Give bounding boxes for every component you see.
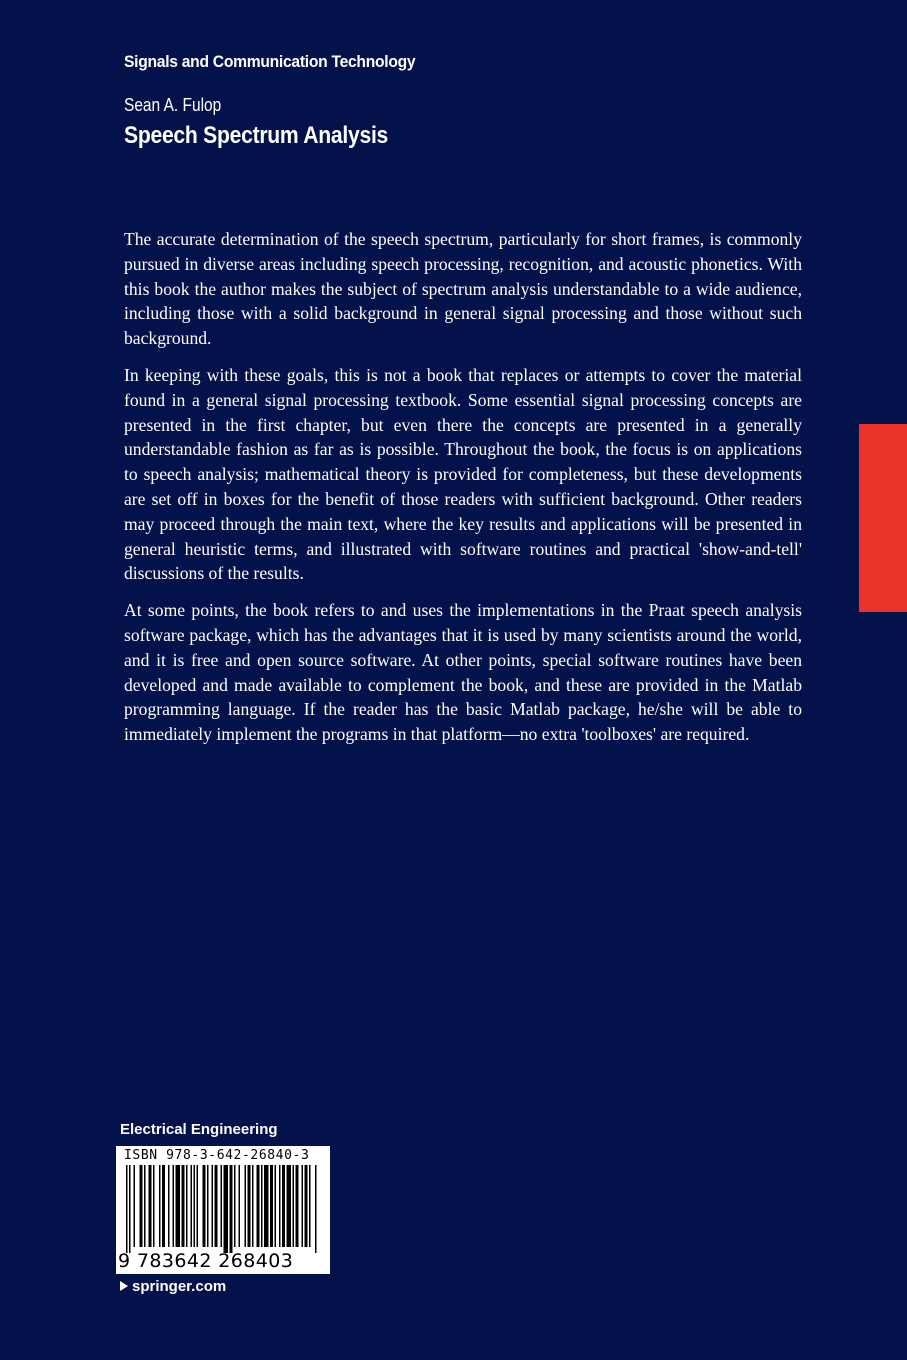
barcode-bar	[230, 1165, 233, 1253]
barcode-bar	[212, 1165, 214, 1247]
barcode-bar	[215, 1165, 218, 1247]
barcode-bar	[252, 1165, 254, 1247]
barcode-bar	[315, 1165, 317, 1253]
barcode-bar	[264, 1165, 269, 1247]
book-title: Speech Spectrum Analysis	[124, 122, 389, 149]
triangle-right-icon	[120, 1281, 128, 1291]
barcode-bar	[224, 1165, 229, 1253]
website-link[interactable]	[120, 1278, 226, 1295]
barcode-bar	[159, 1165, 161, 1247]
barcode-bar	[126, 1165, 128, 1253]
barcode-bar	[144, 1165, 146, 1247]
barcode-bar	[239, 1165, 241, 1247]
barcode-bar	[293, 1165, 295, 1247]
barcode-bar	[194, 1165, 196, 1247]
website-label: springer.com	[132, 1278, 227, 1295]
spine-accent-tab	[859, 424, 907, 612]
barcode-bar	[234, 1165, 236, 1247]
barcode-bar	[296, 1165, 299, 1247]
blurb-paragraph: The accurate determination of the speech spectrum, particularly for short frames, is commonly pursued in diverse areas including speech processing, recognition, and acoustic phonetics. With this book the author makes the subject of spectrum analysis understandable to a wide audience, including those with a solid background in general signal processing and those without such background.	[124, 229, 802, 349]
barcode-bar	[302, 1165, 304, 1247]
barcode-bar	[191, 1165, 193, 1247]
ean-digits: 9 783642 268403	[118, 1250, 294, 1272]
barcode-bar	[168, 1165, 170, 1247]
barcode-bar	[140, 1165, 143, 1247]
barcode-bar	[149, 1165, 152, 1247]
isbn-barcode	[116, 1146, 330, 1274]
barcode-bar	[279, 1165, 281, 1247]
barcode-bar	[197, 1165, 199, 1247]
barcode-bar	[134, 1165, 136, 1247]
blurb-paragraph: In keeping with these goals, this is not a book that replaces or attempts to cover the material found in a general signal processing textbook. Some essential signal processing concepts are presented in the first chapter, but even there the concepts are presented in a generally understandable fashion as far as is possible. Throughout the book, the focus is on applications to speech analysis; mathematical theory is provided for completeness, but these developments are set off in boxes for the benefit of those readers with sufficient background. Other readers may proceed through the main text, where the key results and applications will be presented in general heuristic terms, and illustrated with software routines and practical 'show-and-tell' discussions of the results.	[124, 364, 802, 584]
blurb	[124, 227, 802, 759]
barcode-bar	[275, 1165, 277, 1247]
isbn-number: ISBN 978-3-642-26840-3	[124, 1148, 310, 1163]
barcode-bar	[186, 1165, 188, 1247]
barcode-bar	[305, 1165, 308, 1247]
blurb-paragraph: At some points, the book refers to and uses the implementations in the Praat speech analysis software package, which has the advantages that it is used by many scientists around the world, and it is free and open source software. At other points, special software routines have been developed and made available to complement the book, and these are provided in the Matlab programming language. If the reader has the basic Matlab package, he/she will be able to immediately implement the programs in that platform—no extra 'toolboxes' are required.	[124, 600, 802, 745]
series-name: Signals and Communication Technology	[124, 52, 416, 71]
author-name: Sean A. Fulop	[124, 95, 222, 115]
barcode-bar	[309, 1165, 311, 1247]
barcode-bar	[162, 1165, 165, 1247]
barcode-bar	[129, 1165, 131, 1253]
barcode-bar	[248, 1165, 251, 1247]
barcode-bar	[261, 1165, 263, 1247]
barcode-bar	[245, 1165, 247, 1247]
barcode-bars	[124, 1165, 322, 1253]
barcode-bar	[173, 1165, 175, 1247]
barcode-bar	[182, 1165, 185, 1247]
barcode-bar	[282, 1165, 285, 1247]
barcode-bar	[203, 1165, 206, 1247]
barcode-bar	[207, 1165, 209, 1247]
barcode-bar	[287, 1165, 292, 1247]
barcode-bar	[257, 1165, 260, 1247]
barcode-bar	[221, 1165, 223, 1247]
subject-category: Electrical Engineering	[120, 1121, 278, 1138]
barcode-bar	[176, 1165, 181, 1247]
barcode-bar	[153, 1165, 155, 1247]
barcode-bar	[270, 1165, 273, 1247]
